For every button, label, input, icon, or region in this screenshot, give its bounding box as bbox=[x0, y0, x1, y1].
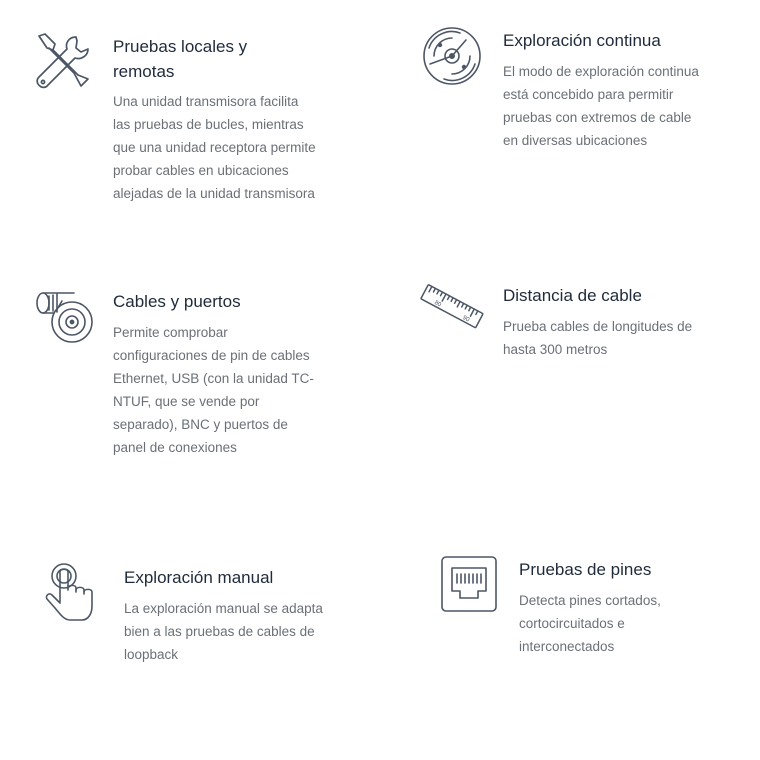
feature-title: Pruebas de pines bbox=[519, 560, 652, 579]
feature-description: La exploración manual se adapta bien a las pruebas de cables de loopback bbox=[124, 601, 323, 662]
ruler-mark-90: 90 bbox=[461, 315, 471, 324]
feature-manual-scan bbox=[0, 520, 380, 760]
feature-pin-tests bbox=[380, 520, 760, 760]
feature-title: Distancia de cable bbox=[503, 286, 642, 305]
feature-description: Prueba cables de longitudes de hasta 300 metros bbox=[503, 319, 693, 357]
feature-description: Una unidad transmisora facilita las pruebas de bucles, mientras que una unidad receptora permite probar cables en ubicaciones alejadas de la unidad transmisora bbox=[113, 94, 316, 201]
ruler-icon bbox=[418, 278, 484, 338]
feature-continuous-scan bbox=[380, 0, 760, 270]
feature-cables-ports bbox=[0, 270, 380, 520]
ruler-mark-80: 80 bbox=[433, 300, 442, 309]
feature-title: Cables y puertos bbox=[113, 292, 241, 311]
cable-connector-icon bbox=[34, 287, 96, 349]
hand-pointer-icon bbox=[42, 562, 106, 626]
feature-description: Detecta pines cortados, cortocircuitados e interconectados bbox=[519, 593, 661, 654]
scan-target-icon bbox=[422, 26, 482, 86]
feature-title: Exploración continua bbox=[503, 31, 661, 50]
feature-description: Permite comprobar configuraciones de pin de cables Ethernet, USB (con la unidad TC-NTUF, que se vende por separado), BNC y puertos de panel de conexiones bbox=[113, 325, 314, 455]
feature-title: Pruebas locales y remotas bbox=[113, 37, 248, 81]
feature-title: Exploración manual bbox=[124, 568, 274, 587]
tools-icon bbox=[32, 31, 92, 91]
rj45-port-icon bbox=[440, 555, 498, 613]
feature-cable-distance bbox=[380, 270, 760, 520]
feature-description: El modo de exploración continua está concebido para permitir pruebas con extremos de cable en diversas ubicaciones bbox=[503, 64, 699, 148]
feature-local-remote-tests bbox=[0, 0, 380, 270]
